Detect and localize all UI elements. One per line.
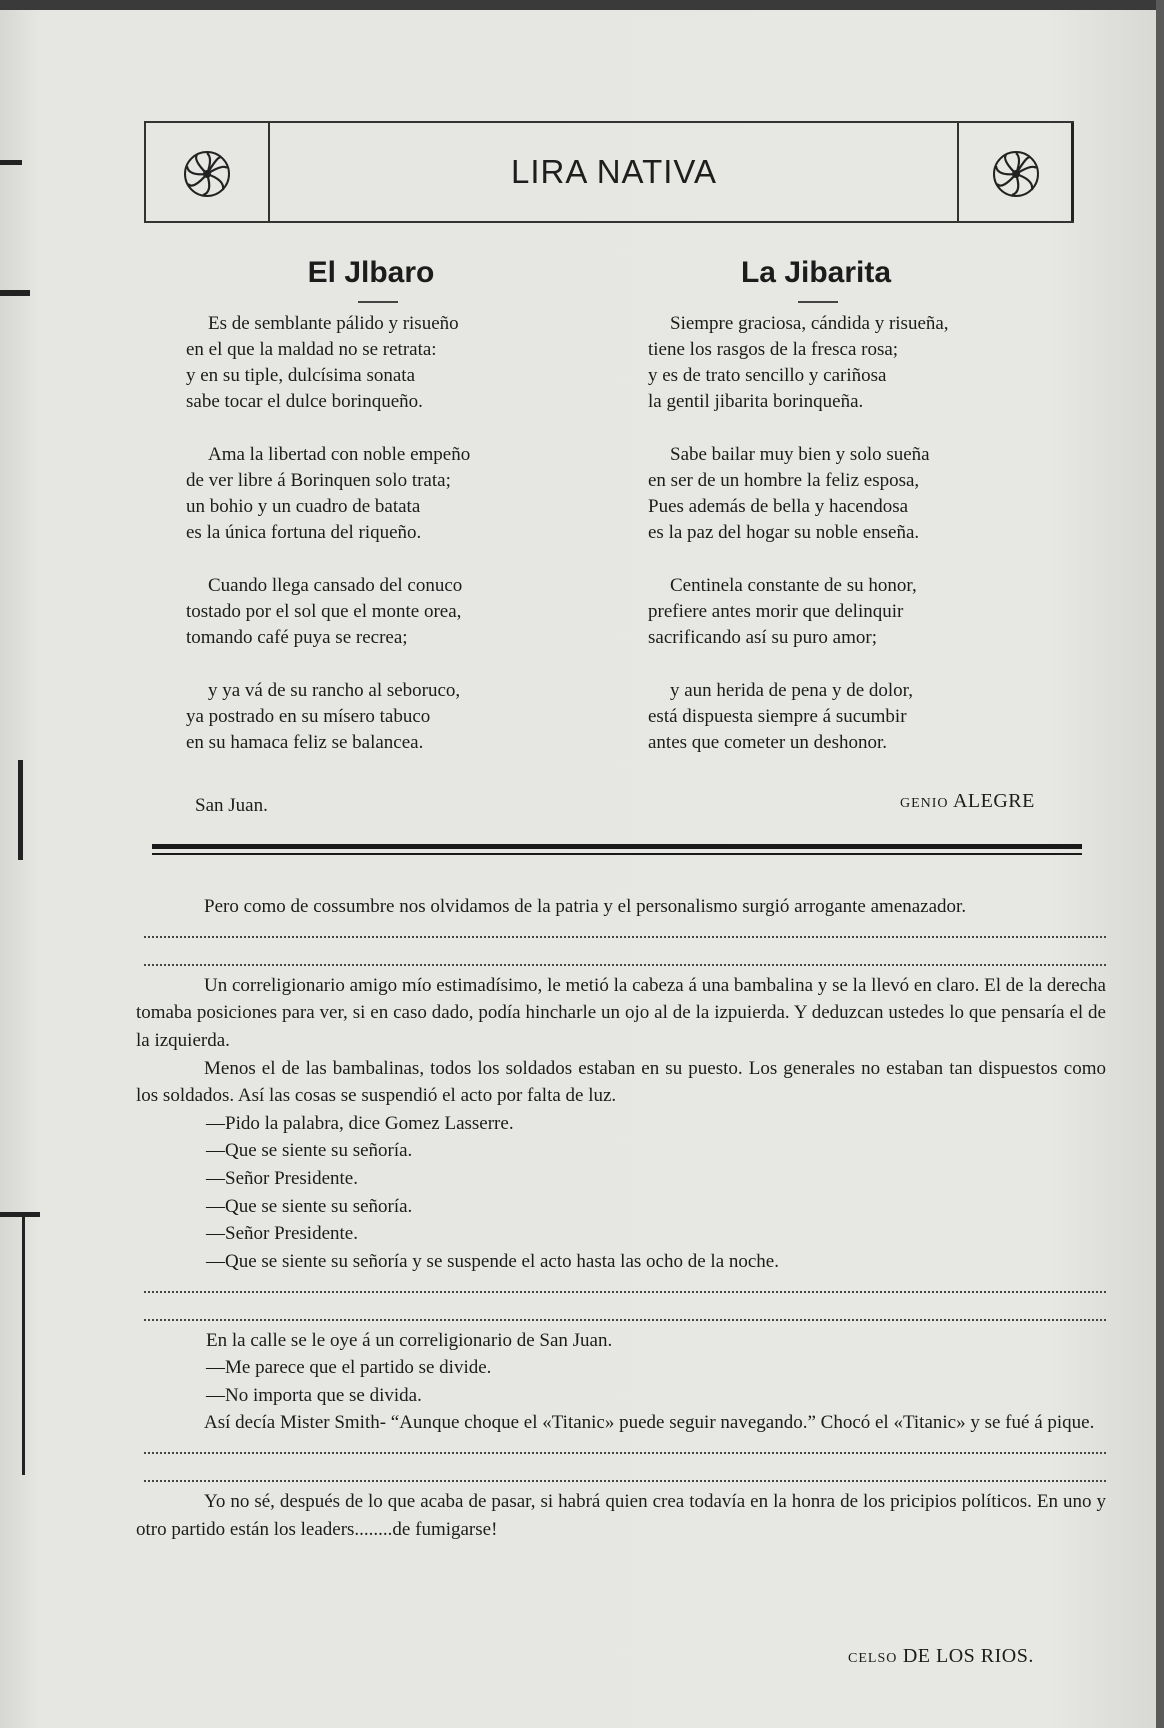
- poem-la-jibarita: [648, 255, 1068, 783]
- paragraph: Un correligionario amigo mío estimadísimo, le metió la cabeza á una bambalina y se la llevó en claro. El de la derecha tomaba posiciones para ver, si en caso dado, podía hincharle un ojo al de la izpuierda. Y deduzcan ustedes lo que pensaría el de la izquierda.: [136, 974, 1106, 1051]
- verse-line: sabe tocar el dulce borinqueño.: [186, 391, 423, 412]
- signature-last-name: DE LOS RIOS.: [902, 1645, 1034, 1667]
- verse-line: Cuando llega cansado del conuco: [208, 575, 463, 596]
- verse-line: tiene los rasgos de la fresca rosa;: [648, 339, 899, 360]
- poem-el-jibaro: [186, 255, 566, 783]
- verse-line: y en su tiple, dulcísima sonata: [186, 365, 416, 386]
- header-right-cell: [957, 123, 1074, 221]
- dotted-divider: [144, 938, 1106, 966]
- poem-title: La Jibarita: [740, 256, 892, 289]
- author-last-name: ALEGRE: [952, 790, 1035, 812]
- verse-line: prefiere antes morir que delinquir: [648, 601, 904, 622]
- poem-title: El Jlbaro: [307, 256, 435, 289]
- title-rule: [798, 301, 838, 303]
- dialogue-line: —Que se siente su señoría.: [206, 1140, 413, 1162]
- rosette-icon: [992, 150, 1040, 198]
- stanza: [186, 678, 566, 756]
- verse-line: Siempre graciosa, cándida y risueña,: [670, 313, 949, 334]
- verse-line: sacrificando así su puro amor;: [648, 627, 877, 648]
- prose-article: [136, 893, 1106, 1543]
- dialogue-line: —Señor Presidente.: [206, 1167, 358, 1189]
- verse-line: en el que la maldad no se retrata:: [186, 339, 437, 360]
- dialogue-line: —Que se siente su señoría.: [206, 1195, 413, 1217]
- author-first-name: GENIO: [900, 796, 949, 811]
- section-separator-thin: [152, 853, 1082, 855]
- verse-line: en ser de un hombre la feliz esposa,: [648, 470, 920, 491]
- dialogue-line: —Pido la palabra, dice Gomez Lasserre.: [206, 1112, 514, 1134]
- paragraph: Menos el de las bambalinas, todos los soldados estaban en su puesto. Los generales no estaban tan dispuestos como los soldados. Así las cosas se suspendió el acto por falta de luz.: [136, 1057, 1106, 1107]
- dotted-divider: [144, 1454, 1106, 1482]
- rosette-icon: [183, 150, 231, 198]
- verse-line: es la paz del hogar su noble enseña.: [648, 522, 920, 543]
- paragraph: Así decía Mister Smith- “Aunque choque el «Titanic» puede seguir navegando.” Chocó el «Titanic» y se fué á pique.: [204, 1412, 1095, 1434]
- poem-stanzas: [186, 311, 566, 756]
- verse-line: tostado por el sol que el monte orea,: [186, 601, 462, 622]
- stanza: [186, 573, 566, 651]
- verse-line: Centinela constante de su honor,: [670, 575, 917, 596]
- binding-mark: [0, 1212, 40, 1217]
- poem-author: [900, 790, 1035, 813]
- dotted-divider: [144, 1293, 1106, 1321]
- stanza: [186, 442, 566, 546]
- verse-line: y es de trato sencillo y cariñosa: [648, 365, 887, 386]
- title-rule: [358, 301, 398, 303]
- dialogue-line: En la calle se le oye á un correligionario de San Juan.: [206, 1329, 613, 1351]
- verse-line: y ya vá de su rancho al seboruco,: [208, 680, 461, 701]
- dialogue-line: —Me parece que el partido se divide.: [206, 1357, 492, 1379]
- verse-line: y aun herida de pena y de dolor,: [670, 680, 913, 701]
- scan-top-edge: [0, 0, 1164, 10]
- verse-line: tomando café puya se recrea;: [186, 627, 408, 648]
- section-separator: [152, 844, 1082, 849]
- binding-mark: [0, 160, 22, 165]
- signature-first-name: CELSO: [848, 1651, 898, 1666]
- poem-stanzas: [648, 311, 1068, 756]
- poem-place: San Juan.: [195, 795, 268, 816]
- verse-line: Pues además de bella y hacendosa: [648, 496, 909, 517]
- binding-mark: [0, 290, 30, 296]
- section-header: [144, 121, 1074, 223]
- article-signature: [848, 1645, 1034, 1668]
- dialogue-line: —Que se siente su señoría y se suspende el acto hasta las ocho de la noche.: [206, 1250, 779, 1272]
- header-title: LIRA NATIVA: [510, 153, 717, 190]
- stanza: [648, 573, 1068, 651]
- verse-line: ya postrado en su mísero tabuco: [186, 706, 431, 727]
- verse-line: en su hamaca feliz se balancea.: [186, 732, 424, 753]
- scan-right-edge: [1156, 0, 1164, 1728]
- stanza: [648, 442, 1068, 546]
- stanza: [648, 678, 1068, 756]
- dialogue-line: —Señor Presidente.: [206, 1223, 358, 1245]
- stanza: [186, 311, 566, 415]
- dotted-divider: [144, 911, 1106, 939]
- verse-line: un bohio y un cuadro de batata: [186, 496, 421, 517]
- verse-line: antes que cometer un deshonor.: [648, 732, 888, 753]
- verse-line: es la única fortuna del riqueño.: [186, 522, 422, 543]
- dotted-divider: [144, 1427, 1106, 1455]
- verse-line: Sabe bailar muy bien y solo sueña: [670, 444, 930, 465]
- binding-mark: [22, 1215, 25, 1475]
- binding-mark: [18, 760, 23, 860]
- verse-line: de ver libre á Borinquen solo trata;: [186, 470, 451, 491]
- paragraph: Pero como de cossumbre nos olvidamos de la patria y el personalismo surgió arrogante amenazador.: [204, 896, 967, 917]
- verse-line: está dispuesta siempre á sucumbir: [648, 706, 907, 727]
- verse-line: Es de semblante pálido y risueño: [208, 313, 459, 334]
- header-left-cell: [144, 123, 270, 221]
- verse-line: la gentil jibarita borinqueña.: [648, 391, 864, 412]
- stanza: [648, 311, 1068, 415]
- paragraph: Yo no sé, después de lo que acaba de pasar, si habrá quien crea todavía en la honra de los pricipios políticos. En uno y otro partido están los leaders........de fumigarse!: [136, 1491, 1106, 1540]
- verse-line: Ama la libertad con noble empeño: [208, 444, 471, 465]
- dotted-divider: [144, 1265, 1106, 1293]
- dialogue-line: —No importa que se divida.: [206, 1384, 422, 1406]
